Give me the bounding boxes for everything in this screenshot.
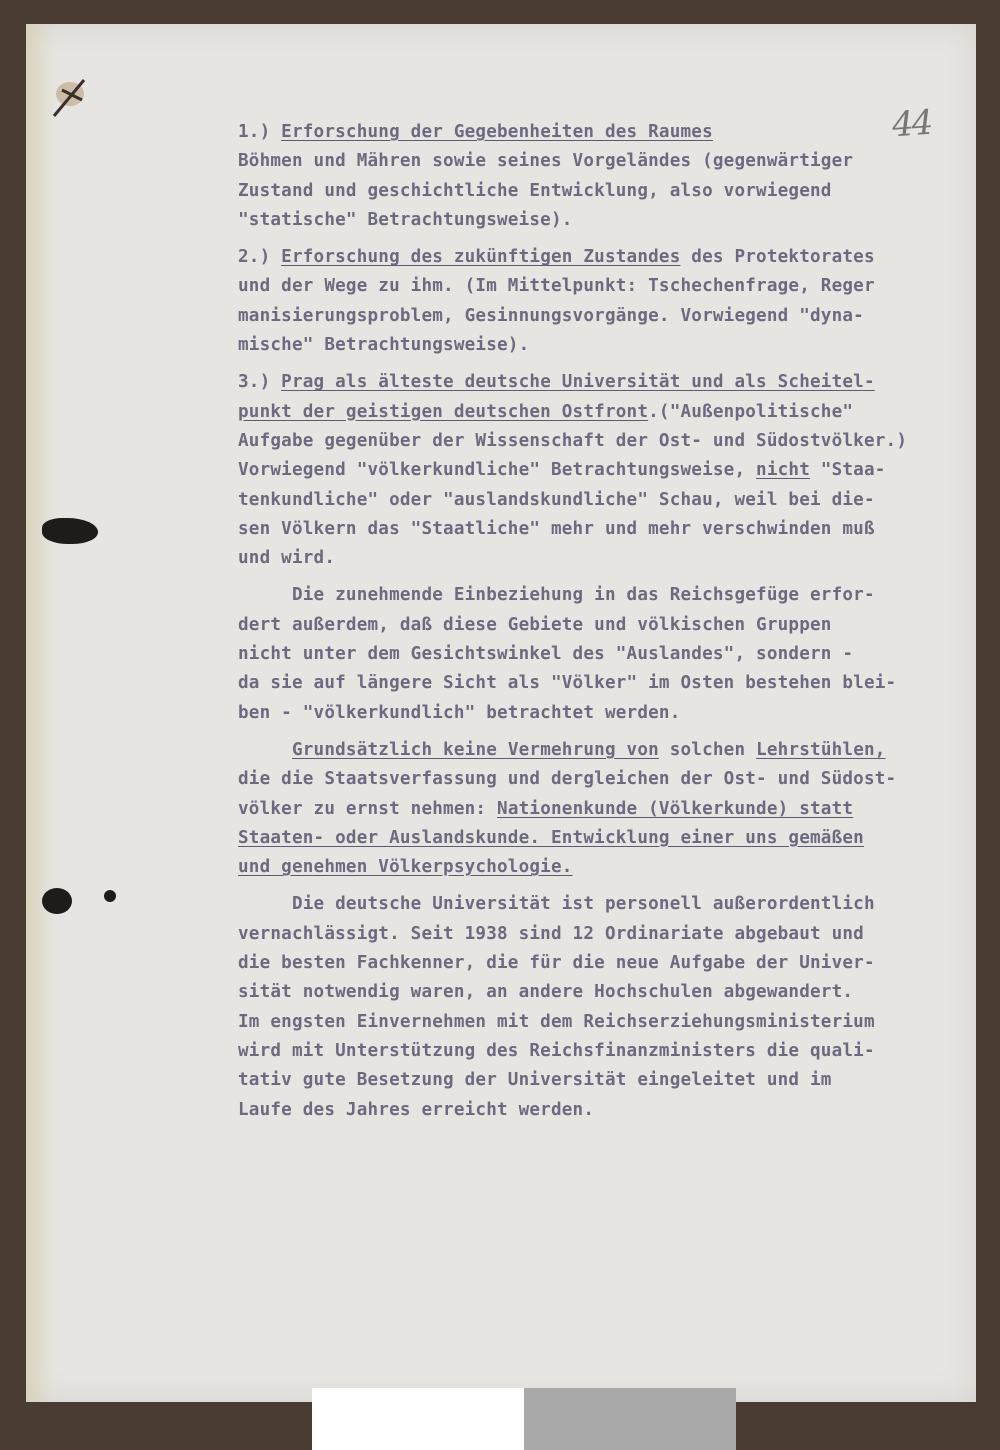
scan-calibration-gray [524, 1388, 736, 1450]
text-segment: dert außerdem, daß diese Gebiete und völkischen Gruppen [238, 614, 832, 635]
text-segment: ben - "völkerkundlich" betrachtet werden. [238, 702, 681, 723]
text-line [238, 1008, 958, 1037]
text-segment: 2.) [238, 247, 282, 268]
text-line [238, 118, 958, 147]
text-line [238, 177, 958, 206]
underlined-text: Erforschung des zukünftigen Zustandes [281, 247, 681, 268]
text-segment: 1.) [238, 122, 282, 142]
text-segment: Böhmen und Mähren sowie seines Vorgeländes (gegenwärtiger [238, 151, 854, 172]
text-line [238, 427, 958, 456]
paragraph-gap [238, 360, 958, 368]
handwritten-page-number: 44 [890, 102, 933, 146]
punch-hole [42, 518, 98, 544]
text-line [238, 581, 958, 610]
underlined-text: Staaten- oder Auslandskunde. Entwicklung einer uns gemäßen [238, 827, 864, 848]
text-segment: sität notwendig waren, an andere Hochschulen abgewandert. [238, 982, 854, 1003]
document-text [238, 118, 958, 1125]
text-segment: Im engsten Einvernehmen mit dem Reichserziehungsministerium [238, 1011, 875, 1032]
text-segment: die die Staatsverfassung und dergleichen der Ost- und Südost- [238, 769, 897, 790]
underlined-text: Grundsätzlich keine Vermehrung von [291, 739, 659, 760]
paragraph-gap [238, 573, 958, 581]
text-segment: sen Völkern das "Staatliche" mehr und mehr verschwinden muß [238, 518, 875, 539]
text-line [238, 669, 958, 698]
text-line [238, 206, 958, 235]
paragraph [238, 736, 958, 882]
paragraph-gap [238, 882, 958, 890]
text-line [238, 611, 958, 640]
punch-hole [42, 888, 72, 914]
paragraph [238, 368, 958, 573]
paragraph-gap [238, 235, 958, 243]
text-segment: Zustand und geschichtliche Entwicklung, also vorwiegend [238, 180, 832, 201]
text-line [238, 824, 958, 853]
text-line [238, 398, 958, 427]
text-segment: "statische" Betrachtungsweise). [238, 209, 573, 230]
underlined-text: Nationenkunde (Völkerkunde) statt [497, 798, 854, 819]
text-line [238, 795, 958, 824]
punch-hole [104, 890, 116, 902]
text-line [238, 699, 958, 728]
text-segment: Aufgabe gegenüber der Wissenschaft der Ost- und Südostvölker.) [238, 430, 908, 451]
text-segment: "Staa- [810, 460, 886, 481]
text-line [238, 515, 958, 544]
text-line [238, 331, 958, 360]
text-segment: manisierungsproblem, Gesinnungsvorgänge. Vorwiegend "dyna- [238, 305, 864, 326]
paragraph [238, 890, 958, 1124]
text-line [238, 368, 958, 397]
text-line [238, 1037, 958, 1066]
underlined-text: nicht [756, 460, 811, 481]
text-segment: des Protektorates [680, 247, 875, 268]
paragraph-gap [238, 728, 958, 736]
underlined-text: Prag als älteste deutsche Universität und als Scheitel- [281, 372, 875, 393]
text-line [238, 147, 958, 176]
text-segment: wird mit Unterstützung des Reichsfinanzministers die quali- [238, 1040, 875, 1061]
text-segment: tenkundliche" oder "auslandskundliche" Schau, weil bei die- [238, 489, 875, 510]
text-segment: die besten Fachkenner, die für die neue Aufgabe der Univer- [238, 953, 875, 974]
paragraph [238, 118, 958, 235]
text-segment: nicht unter dem Gesichtswinkel des "Auslandes", sondern - [238, 644, 854, 665]
text-line [238, 640, 958, 669]
underlined-text: Erforschung der Gegebenheiten des Raumes [281, 122, 713, 142]
text-line [238, 1066, 958, 1095]
text-segment: da sie auf längere Sicht als "Völker" im Osten bestehen blei- [238, 673, 897, 694]
text-segment: Die zunehmende Einbeziehung in das Reichsgefüge erfor- [238, 585, 875, 606]
text-segment: mische" Betrachtungsweise). [238, 335, 530, 356]
text-segment: Laufe des Jahres erreicht werden. [238, 1099, 595, 1120]
text-line [238, 765, 958, 794]
text-segment: vernachlässigt. Seit 1938 sind 12 Ordinariate abgebaut und [238, 923, 864, 944]
text-line [238, 890, 958, 919]
text-line [238, 243, 958, 272]
underlined-text: Lehrstühlen, [756, 739, 886, 760]
paragraph [238, 243, 958, 360]
paper-edge-stain [26, 24, 54, 1402]
text-segment: .("Außenpolitische" [648, 401, 854, 422]
text-line [238, 272, 958, 301]
text-line [238, 853, 958, 882]
underlined-text: und genehmen Völkerpsychologie. [238, 857, 573, 878]
text-line [238, 736, 958, 765]
text-segment: und wird. [238, 548, 336, 569]
text-segment: solchen [658, 739, 757, 760]
text-line [238, 486, 958, 515]
text-line [238, 949, 958, 978]
text-segment: tativ gute Besetzung der Universität eingeleitet und im [238, 1070, 832, 1091]
paragraph [238, 581, 958, 727]
text-line [238, 1096, 958, 1125]
text-segment: Die deutsche Universität ist personell außerordentlich [238, 894, 875, 915]
text-segment: und der Wege zu ihm. (Im Mittelpunkt: Tschechenfrage, Reger [238, 276, 875, 297]
text-segment: 3.) [238, 372, 282, 393]
text-segment: völker zu ernst nehmen: [238, 798, 498, 819]
rust-mark-icon [48, 70, 98, 126]
text-line [238, 302, 958, 331]
scan-calibration-white [312, 1388, 524, 1450]
underlined-text: punkt der geistigen deutschen Ostfront [238, 401, 649, 422]
text-line [238, 544, 958, 573]
text-segment: Vorwiegend "völkerkundliche" Betrachtungsweise, [238, 460, 757, 481]
text-line [238, 456, 958, 485]
text-segment [238, 740, 292, 760]
text-line [238, 920, 958, 949]
text-line [238, 978, 958, 1007]
